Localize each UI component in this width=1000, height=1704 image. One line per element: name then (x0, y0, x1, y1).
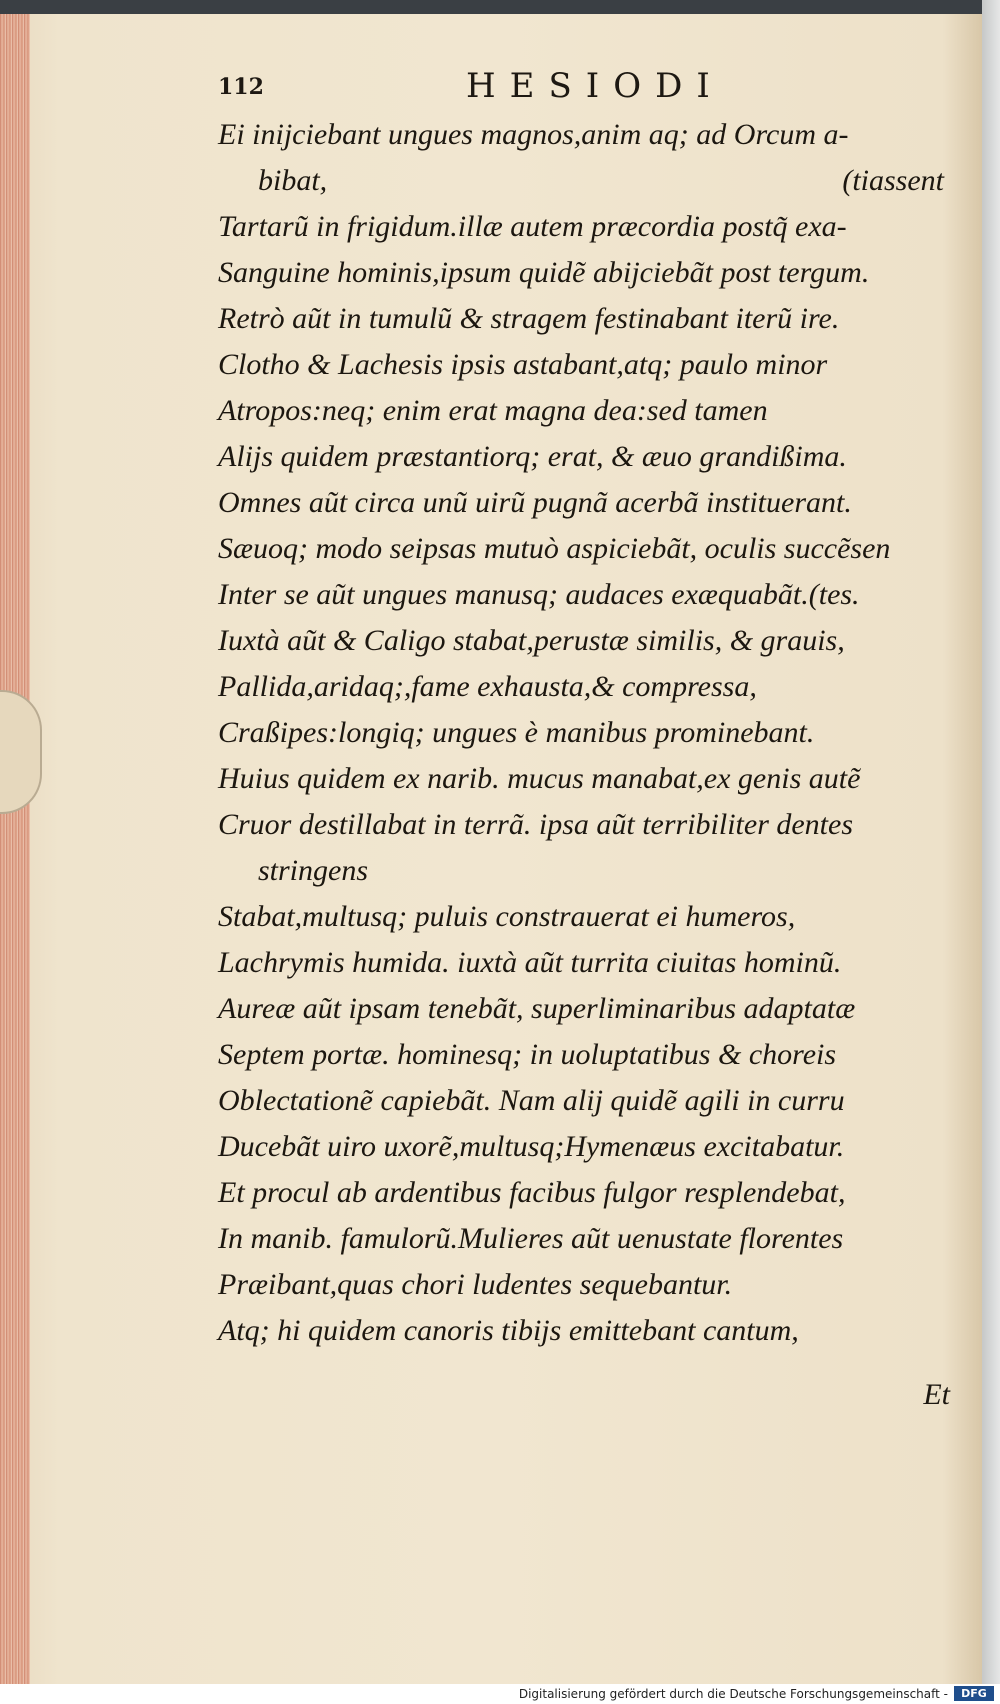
text-line: Ei inijciebant ungues magnos,anim aq; ad Orcum a- (218, 118, 849, 151)
text-line: Septem portæ. hominesq; in uoluptatibus & choreis (218, 1038, 837, 1071)
text-line: Aureæ aũt ipsam tenebãt, superliminaribus adaptatæ (218, 992, 856, 1025)
text-line: Oblectationẽ capiebãt. Nam alij quidẽ agili in curru (218, 1084, 845, 1117)
text-line: Stabat,multusq; puluis constrauerat ei humeros, (218, 900, 796, 933)
text-line: (tiassent (842, 164, 944, 197)
footer-bar (0, 1684, 1000, 1704)
text-line: stringens (258, 854, 369, 887)
text-line: Omnes aũt circa unũ uirũ pugnã acerbã instituerant. (218, 486, 852, 519)
text-line: Clotho & Lachesis ipsis astabant,atq; paulo minor (218, 348, 828, 381)
text-line: Ducebãt uiro uxorẽ,multusq;Hymenæus excitabatur. (218, 1130, 845, 1163)
page-number: 112 (218, 74, 264, 100)
text-line: Pallida,aridaq;,fame exhausta,& compressa, (218, 670, 757, 703)
text-line: Alijs quidem præstantiorq; erat, & æuo grandißima. (218, 440, 847, 473)
text-line: Atq; hi quidem canoris tibijs emittebant cantum, (218, 1314, 799, 1347)
text-line: Sæuoq; modo seipsas mutuò aspiciebãt, oculis succẽsen (218, 532, 891, 565)
text-line: Iuxtà aũt & Caligo stabat,perustæ similis, & grauis, (218, 624, 845, 657)
running-title: HESIODI (466, 66, 724, 106)
text-line: Lachrymis humida. iuxtà aũt turrita ciuitas hominũ. (218, 946, 842, 979)
text-line: Et procul ab ardentibus facibus fulgor resplendebat, (218, 1176, 846, 1209)
text-line: In manib. famulorũ.Mulieres aũt uenustate florentes (218, 1222, 844, 1255)
text-line: Huius quidem ex narib. mucus manabat,ex genis autẽ (218, 762, 861, 795)
dfg-credit-text: Digitalisierung gefördert durch die Deutsche Forschungsgemeinschaft - (518, 1687, 948, 1701)
dfg-logo-icon: DFG (954, 1686, 994, 1701)
text-line: Atropos:neq; enim erat magna dea:sed tamen (218, 394, 768, 427)
text-line: Retrò aũt in tumulũ & stragem festinabant iterũ ire. (218, 302, 840, 335)
catchword: Et (923, 1378, 950, 1411)
red-page-edge (0, 14, 30, 1684)
text-line: Inter se aũt ungues manusq; audaces exæquabãt.(tes. (218, 578, 860, 611)
text-line: Cruor destillabat in terrã. ipsa aũt terribiliter dentes (218, 808, 854, 841)
scanner-right-band (982, 0, 1000, 1704)
text-line: Sanguine hominis,ipsum quidẽ abijciebãt post tergum. (218, 256, 870, 289)
text-line: Præibant,quas chori ludentes sequebantur. (218, 1268, 733, 1301)
running-head (218, 66, 938, 106)
text-line: Tartarũ in frigidum.illæ autem præcordia postq̃ exa- (218, 210, 847, 243)
text-line: Craßipes:longiq; ungues è manibus prominebant. (218, 716, 815, 749)
latin-text-block: Ei inijciebant ungues magnos,anim aq; ad Orcum a- bibat, (tiassent Tartarũ in frigidum.illæ autem præcordia postq̃ exa- Sanguine hominis,ipsum quidẽ abijciebãt post tergum. Retrò aũt in tumulũ & stragem festinabant iterũ ire. Clotho & Lachesis ipsis astabant,atq; paulo minor Atropos:neq; enim erat magna dea:sed tamen Alijs quidem præstantiorq; erat, & æuo grandißima. Omnes aũt circa unũ uirũ pugnã acerbã instituerant. Sæuoq; modo seipsas mutuò aspiciebãt, oculis succẽsen Inter se aũt ungues manusq; audaces exæquabãt.(tes. Iuxtà aũt & Caligo stabat,perustæ similis, & grauis, Pallida,aridaq;,fame exhausta,& compressa, Craßipes:longiq; ungues è manibus prominebant. Huius quidem ex narib. mucus manabat,ex genis autẽ Cruor destillabat in terrã. ipsa aũt terribiliter dentes stringens Stabat,multusq; puluis constrauerat ei humeros, Lachrymis humida. iuxtà aũt turrita ciuitas hominũ. Aureæ aũt ipsam tenebãt, superliminaribus adaptatæ Septem portæ. hominesq; in uoluptatibus & choreis Oblectationẽ capiebãt. Nam alij quidẽ agili in curru Ducebãt uiro uxorẽ,multusq;Hymenæus excitabatur. Et procul ab ardentibus facibus fulgor resplendebat, In manib. famulorũ.Mulieres aũt uenustate florentes Præibant,quas chori ludentes sequebantur. Atq; hi quidem canoris tibijs emittebant cantum, (218, 112, 958, 1354)
binding-clasp (0, 690, 42, 814)
